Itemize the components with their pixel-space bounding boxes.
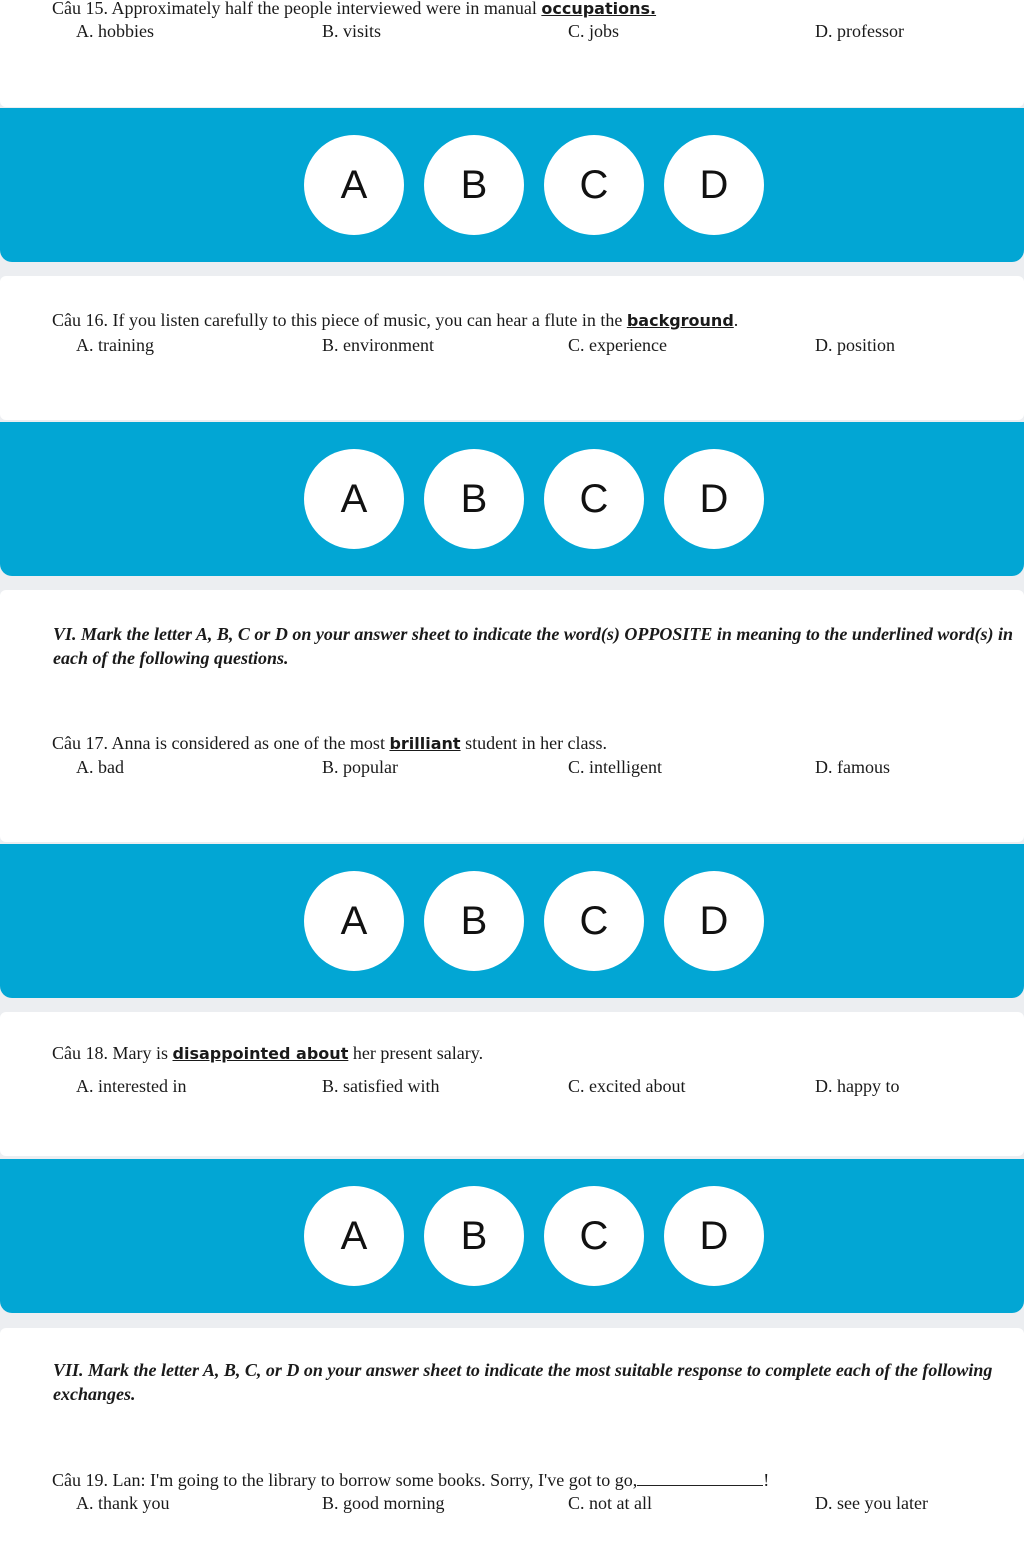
underlined-word: occupations.: [541, 0, 657, 18]
option-d: D. happy to: [815, 1076, 900, 1096]
answer-d-button[interactable]: D: [664, 449, 764, 549]
answer-c-button[interactable]: C: [544, 871, 644, 971]
question-18-card: [0, 1012, 1024, 1156]
answer-a-button[interactable]: A: [304, 449, 404, 549]
option-a: A. interested in: [76, 1076, 187, 1096]
answer-bar-15: [0, 108, 1024, 262]
answer-blank: [637, 1471, 763, 1486]
option-b: B. visits: [322, 21, 382, 41]
option-c: C. excited about: [568, 1076, 686, 1096]
option-c: C. jobs: [568, 21, 620, 41]
question-19-card: [0, 1328, 1024, 1546]
answer-bar-17: [0, 844, 1024, 998]
underlined-word: background: [626, 311, 734, 330]
answer-a-button[interactable]: A: [304, 135, 404, 235]
answer-bar-18: [0, 1159, 1024, 1313]
option-b: B. good morning: [322, 1493, 445, 1513]
option-a: A. bad: [76, 757, 124, 777]
answer-b-button[interactable]: B: [424, 135, 524, 235]
option-c: C. intelligent: [568, 757, 662, 777]
section-7-instructions: VII. Mark the letter A, B, C, or D on your answer sheet to indicate the most suitable response to complete each of the following exchanges.: [53, 1360, 993, 1404]
answer-c-button[interactable]: C: [544, 1186, 644, 1286]
answer-b-button[interactable]: B: [424, 871, 524, 971]
option-d: D. famous: [815, 757, 890, 777]
answer-d-button[interactable]: D: [664, 871, 764, 971]
option-c: C. experience: [568, 335, 667, 355]
answer-b-button[interactable]: B: [424, 449, 524, 549]
option-d: D. position: [815, 335, 896, 355]
option-c: C. not at all: [568, 1493, 652, 1513]
underlined-word: disappointed about: [172, 1044, 349, 1063]
answer-c-button[interactable]: C: [544, 135, 644, 235]
answer-d-button[interactable]: D: [664, 135, 764, 235]
question-17-text: Câu 17. Anna is considered as one of the most brilliant student in her class.: [52, 733, 608, 753]
answer-a-button[interactable]: A: [304, 871, 404, 971]
option-a: A. thank you: [76, 1493, 170, 1513]
question-15-card: [0, 0, 1024, 107]
option-a: A. hobbies: [76, 21, 154, 41]
option-d: D. professor: [815, 21, 904, 41]
question-16-card: [0, 276, 1024, 420]
section-6-instructions: VI. Mark the letter A, B, C or D on your answer sheet to indicate the word(s) OPPOSITE in meaning to the underlined word(s) in each of the following questions.: [53, 624, 1013, 668]
option-d: D. see you later: [815, 1493, 928, 1513]
answer-d-button[interactable]: D: [664, 1186, 764, 1286]
question-19-text: Câu 19. Lan: I'm going to the library to borrow some books. Sorry, I've got to go, !: [52, 1470, 770, 1490]
option-b: B. popular: [322, 757, 398, 777]
question-15-text: Câu 15. Approximately half the people interviewed were in manual occupations.: [52, 0, 657, 18]
answer-c-button[interactable]: C: [544, 449, 644, 549]
question-17-card: [0, 590, 1024, 842]
option-b: B. environment: [322, 335, 434, 355]
answer-a-button[interactable]: A: [304, 1186, 404, 1286]
answer-b-button[interactable]: B: [424, 1186, 524, 1286]
answer-bar-16: [0, 422, 1024, 576]
option-a: A. training: [76, 335, 154, 355]
underlined-word: brilliant: [389, 734, 461, 753]
question-18-text: Câu 18. Mary is disappointed about her present salary.: [52, 1043, 484, 1063]
question-16-text: Câu 16. If you listen carefully to this piece of music, you can hear a flute in the background.: [52, 310, 739, 330]
option-b: B. satisfied with: [322, 1076, 440, 1096]
